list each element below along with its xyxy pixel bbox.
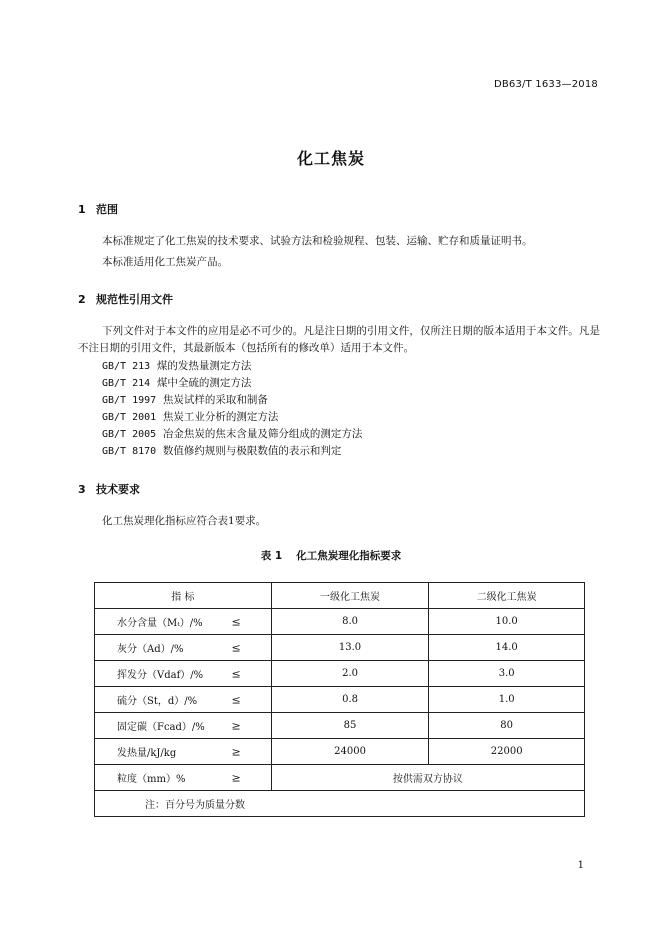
merged-value-cell: 按供需双方协议: [271, 765, 584, 791]
grade-2-value: 80: [429, 713, 585, 739]
reference-code: GB/T 214: [102, 378, 151, 389]
grade-1-value: 0.8: [271, 687, 429, 713]
table-note-row: [95, 791, 585, 817]
table-row: [95, 687, 585, 713]
page-number: 1: [577, 860, 584, 871]
section-3-heading: [78, 481, 140, 497]
section-number: 1: [78, 203, 86, 216]
comparison-operator: ≥: [231, 771, 241, 784]
comparison-operator: ≤: [231, 641, 241, 654]
indicator-label: 水分含量（Mₜ）/%: [117, 618, 203, 629]
grade-2-value: 1.0: [429, 687, 585, 713]
indicator-cell: [95, 661, 272, 687]
indicator-label: 灰分（Ad）/%: [117, 644, 184, 655]
reference-code: GB/T 8170: [102, 446, 157, 457]
indicator-cell: [95, 609, 272, 635]
table-row: [95, 661, 585, 687]
scope-paragraph-2: 本标准适用化工焦炭产品。: [102, 256, 228, 268]
reference-name: 数值修约规则与极限数值的表示和判定: [162, 445, 342, 457]
reference-item: [102, 392, 268, 409]
indicator-cell: [95, 635, 272, 661]
reference-name: 煤的发热量测定方法: [156, 360, 252, 372]
references-intro: 下列文件对于本文件的应用是必不可少的。凡是注日期的引用文件，仅所注日期的版本适用于本文件。凡是不注日期的引用文件，其最新版本（包括所有的修改单）适用于本文件。: [78, 325, 600, 354]
section-2-heading: [78, 291, 173, 307]
comparison-operator: ≤: [231, 693, 241, 706]
table-row: [95, 635, 585, 661]
indicator-label: 固定碳（Fcad）/%: [117, 722, 205, 733]
section-title: 规范性引用文件: [96, 293, 173, 306]
reference-code: GB/T 2001: [102, 412, 157, 423]
indicator-label: 粒度（mm）%: [117, 774, 186, 785]
grade-1-value: 13.0: [271, 635, 429, 661]
reference-code: GB/T 213: [102, 361, 151, 372]
section-number: 2: [78, 293, 86, 306]
requirements-paragraph: 化工焦炭理化指标应符合表1要求。: [102, 515, 267, 527]
table-row: [95, 765, 585, 791]
table-caption: [0, 548, 662, 563]
reference-item: [102, 443, 341, 460]
table-note: 注：百分号为质量分数: [95, 791, 585, 817]
table-row: [95, 713, 585, 739]
document-title: 化工焦炭: [296, 149, 365, 168]
indicator-cell: [95, 739, 272, 765]
header-grade-1: 一级化工焦炭: [271, 583, 429, 609]
scope-paragraph-1: 本标准规定了化工焦炭的技术要求、试验方法和检验规程、包装、运输、贮存和质量证明书。: [102, 235, 533, 247]
reference-item: [102, 375, 251, 392]
reference-name: 焦炭工业分析的测定方法: [162, 411, 279, 423]
grade-1-value: 24000: [271, 739, 429, 765]
comparison-operator: ≤: [231, 667, 241, 680]
indicator-cell: [95, 713, 272, 739]
table-row: [95, 609, 585, 635]
grade-1-value: 85: [271, 713, 429, 739]
grade-1-value: 8.0: [271, 609, 429, 635]
specification-table: [94, 582, 585, 817]
grade-1-value: 2.0: [271, 661, 429, 687]
grade-2-value: 3.0: [429, 661, 585, 687]
comparison-operator: ≥: [231, 745, 241, 758]
section-number: 3: [78, 483, 86, 496]
document-code: DB63/T 1633—2018: [493, 79, 598, 90]
comparison-operator: ≤: [231, 615, 241, 628]
reference-item: [102, 426, 362, 443]
header-indicator: 指 标: [95, 583, 272, 609]
indicator-cell: [95, 765, 272, 791]
section-title: 范围: [96, 203, 118, 216]
table-caption-title: 化工焦炭理化指标要求: [296, 550, 402, 562]
indicator-cell: [95, 687, 272, 713]
section-1-heading: [78, 201, 118, 217]
reference-item: [102, 409, 278, 426]
reference-code: GB/T 2005: [102, 429, 157, 440]
indicator-label: 挥发分（Vdaf）/%: [117, 670, 204, 681]
grade-2-value: 22000: [429, 739, 585, 765]
table-header-row: [95, 583, 585, 609]
table-row: [95, 739, 585, 765]
reference-name: 焦炭试样的采取和制备: [162, 394, 268, 406]
section-title: 技术要求: [96, 483, 140, 496]
indicator-label: 硫分（St，d）/%: [117, 696, 198, 707]
grade-2-value: 14.0: [429, 635, 585, 661]
indicator-label: 发热量/kJ/kg: [117, 748, 177, 759]
header-grade-2: 二级化工焦炭: [429, 583, 585, 609]
reference-code: GB/T 1997: [102, 395, 157, 406]
reference-item: [102, 358, 251, 375]
reference-name: 煤中全硫的测定方法: [156, 377, 252, 389]
comparison-operator: ≥: [231, 719, 241, 732]
reference-name: 冶金焦炭的焦末含量及筛分组成的测定方法: [162, 428, 363, 440]
grade-2-value: 10.0: [429, 609, 585, 635]
table-caption-number: 表 1: [260, 550, 283, 562]
